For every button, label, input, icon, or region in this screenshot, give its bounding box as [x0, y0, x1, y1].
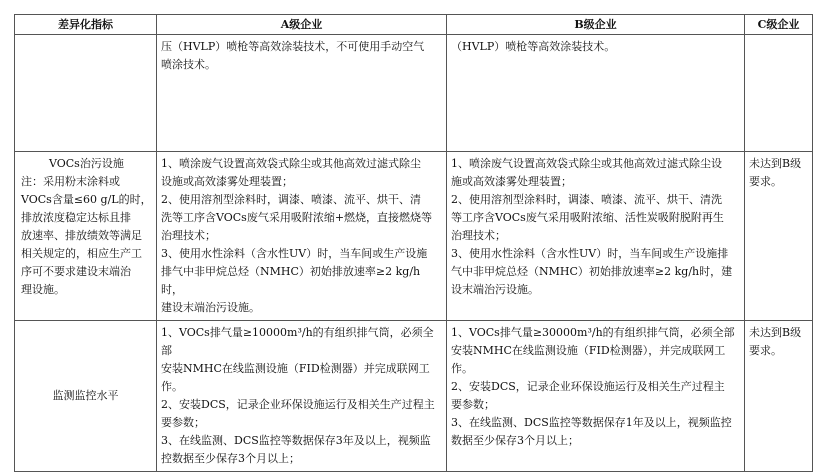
cell-line: 理设施。: [21, 283, 65, 296]
cell-line: 治理技术；: [161, 229, 216, 242]
cell-line: 等工序含VOCs废气采用吸附浓缩、活性炭吸附脱附再生: [451, 211, 724, 224]
header-grade-c: C级企业: [745, 15, 813, 35]
cell-line: 洗等工序含VOCs废气采用吸附浓缩+燃烧，直接燃烧等: [161, 211, 433, 224]
cell-line: 施或高效漆雾处理装置；: [451, 175, 572, 188]
cell-line: 喷涂技术。: [161, 58, 216, 71]
cell-line: 2、使用溶剂型涂料时，调漆、喷漆、流平、烘干、清洗: [451, 193, 722, 206]
cell-line: 控数据至少保存3个月以上；: [161, 452, 300, 465]
table-row: [15, 35, 813, 152]
cell-line: 数据至少保存3个月以上；: [451, 434, 579, 447]
grade-c-cell: [745, 35, 813, 152]
cell-line: （HVLP）喷枪等高效涂装技术。: [451, 40, 616, 53]
grade-c-cell: [745, 321, 813, 472]
cell-line: VOCs含量≤60 g/L的时，: [21, 193, 152, 206]
cell-line: 1、喷涂废气设置高效袋式除尘或其他高效过滤式除尘: [161, 157, 421, 170]
cell-line: VOCs治污设施: [49, 157, 124, 170]
cell-line: 要参数；: [451, 398, 495, 411]
grade-a-cell: [157, 152, 447, 321]
cell-line: 放速率、排放绩效等满足: [21, 229, 142, 242]
cell-line: 建设末端治污设施。: [161, 301, 260, 314]
grade-c-cell: [745, 152, 813, 321]
table-row: [15, 321, 813, 472]
cell-line: 1、VOCs排气量≥10000m³/h的有组织排气筒，必须全部: [161, 326, 434, 357]
grade-a-cell: [157, 321, 447, 472]
cell-line: 3、使用水性涂料（含水性UV）时，当车间或生产设施: [161, 247, 428, 260]
comparison-table: [14, 14, 813, 472]
cell-line: 未达到B级: [749, 157, 802, 170]
cell-line: 治理技术；: [451, 229, 506, 242]
indicator-cell: [15, 35, 157, 152]
cell-line: 排气中非甲烷总烃（NMHC）初始排放速率≥2 kg/h时，: [161, 265, 421, 296]
cell-line: 要求。: [749, 344, 782, 357]
grade-a-cell: [157, 35, 447, 152]
cell-line: 监测监控水平: [52, 389, 119, 402]
cell-line: 设末端治污设施。: [451, 283, 539, 296]
grade-b-cell: [447, 152, 745, 321]
indicator-cell: [15, 321, 157, 472]
header-grade-b: B级企业: [447, 15, 745, 35]
cell-line: 排放浓度稳定达标且排: [21, 211, 131, 224]
cell-line: 安装NMHC在线监测设施（FID检测器），并完成联网工作。: [451, 344, 726, 375]
cell-line: 3、在线监测、DCS监控等数据保存1年及以上，视频监控: [451, 416, 732, 429]
grade-b-cell: [447, 35, 745, 152]
cell-line: 气中非甲烷总烃（NMHC）初始排放速率≥2 kg/h时，建: [451, 265, 733, 278]
table-row: [15, 152, 813, 321]
header-grade-a: A级企业: [157, 15, 447, 35]
indicator-cell: [15, 152, 157, 321]
cell-line: 未达到B级: [749, 326, 802, 339]
cell-line: 2、使用溶剂型涂料时，调漆、喷漆、流平、烘干、清: [161, 193, 421, 206]
cell-line: 序可不要求建设末端治: [21, 265, 131, 278]
cell-line: 相关规定的，相应生产工: [21, 247, 142, 260]
cell-line: 注：采用粉末涂料或: [21, 175, 120, 188]
cell-line: 要求。: [749, 175, 782, 188]
cell-line: 设施或高效漆雾处理装置；: [161, 175, 293, 188]
cell-line: 1、VOCs排气量≥30000m³/h的有组织排气筒，必须全部: [451, 326, 735, 339]
header-indicator: 差异化指标: [15, 15, 157, 35]
cell-line: 3、在线监测、DCS监控等数据保存3年及以上，视频监: [161, 434, 431, 447]
grade-b-cell: [447, 321, 745, 472]
cell-line: 2、安装DCS，记录企业环保设施运行及相关生产过程主: [451, 380, 725, 393]
cell-line: 安装NMHC在线监测设施（FID检测器）并完成联网工作。: [161, 362, 430, 393]
header-row: [15, 15, 813, 35]
cell-line: 要参数；: [161, 416, 205, 429]
cell-line: 2、安装DCS，记录企业环保设施运行及相关生产过程主: [161, 398, 435, 411]
cell-line: 1、喷涂废气设置高效袋式除尘或其他高效过滤式除尘设: [451, 157, 722, 170]
cell-line: 3、使用水性涂料（含水性UV）时，当车间或生产设施排: [451, 247, 729, 260]
cell-line: 压（HVLP）喷枪等高效涂装技术，不可使用手动空气: [161, 40, 425, 53]
